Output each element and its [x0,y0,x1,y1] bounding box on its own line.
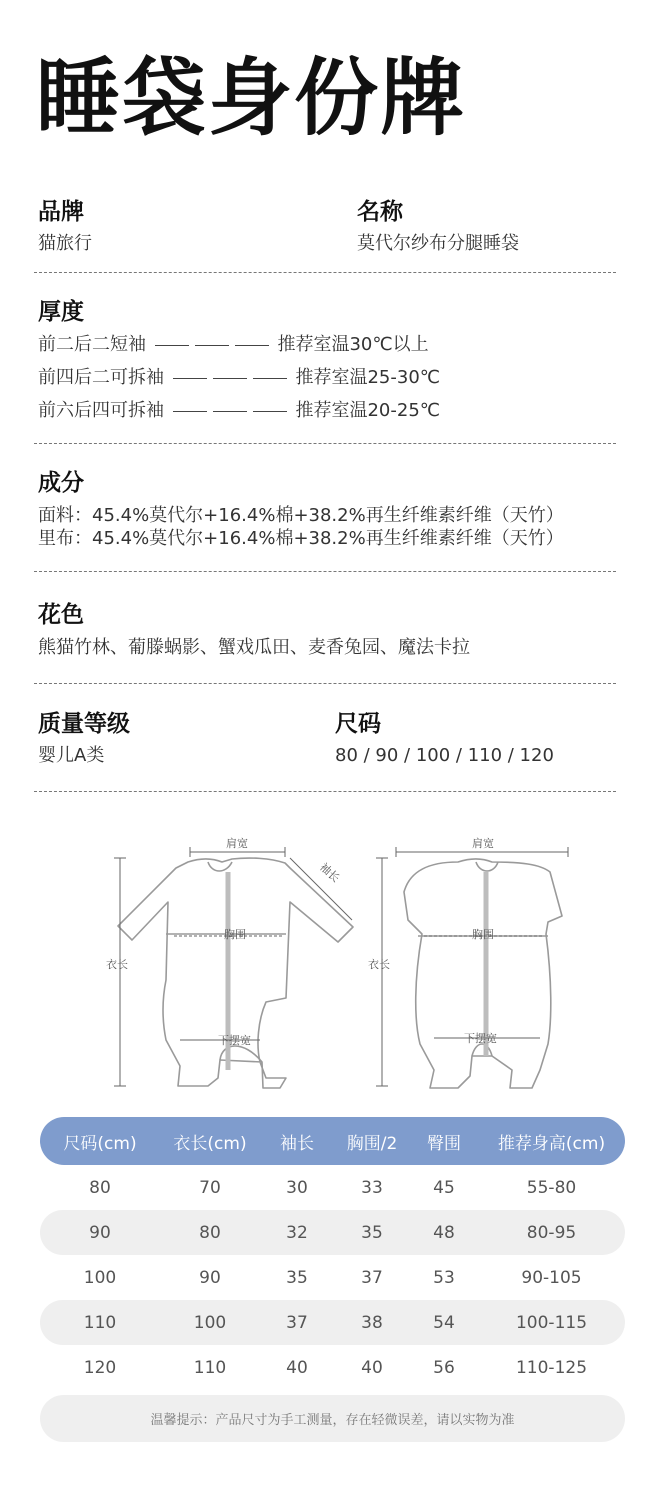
divider [34,272,616,273]
colors-label: 花色 [38,602,84,628]
table-cell: 55-80 [526,1177,577,1198]
table-row [40,1300,625,1345]
table-cell: 54 [433,1312,455,1333]
header-cell: 袖长 [280,1133,314,1154]
table-cell: 35 [361,1222,383,1243]
quality-value: 婴儿A类 [38,745,105,766]
table-cell: 110 [193,1357,227,1378]
table-cell: 33 [361,1177,383,1198]
divider [34,683,616,684]
table-header [40,1117,625,1165]
table-cell: 100 [193,1312,227,1333]
table-cell: 48 [433,1222,455,1243]
brand-value: 猫旅行 [38,233,92,254]
dash-line [213,378,247,379]
thickness-type: 前四后二可拆袖 [38,367,164,388]
thickness-temp: 推荐室温25-30℃ [295,367,440,388]
size-label: 尺码 [335,711,381,737]
table-cell: 80-95 [526,1222,577,1243]
table-cell: 120 [83,1357,117,1378]
table-cell: 100 [83,1267,117,1288]
chest-label: 胸围 [472,928,494,941]
thickness-row [38,369,440,387]
hem-label: 下摆宽 [464,1032,497,1045]
table-row [40,1165,625,1210]
dash-line [235,345,269,346]
chest-label: 胸围 [224,928,246,941]
table-cell: 38 [361,1312,383,1333]
table-cell: 32 [286,1222,308,1243]
table-cell: 90 [89,1222,111,1243]
header-cell: 尺码(cm) [63,1133,137,1154]
name-value: 莫代尔纱布分腿睡袋 [357,233,519,254]
header-cell: 推荐身高(cm) [497,1133,606,1154]
length-label: 衣长 [368,958,390,971]
divider [34,791,616,792]
composition-label: 成分 [38,470,84,496]
warm-tip: 温馨提示：产品尺寸为手工测量，存在轻微误差，请以实物为准 [40,1395,625,1442]
measure-lines [114,847,352,1086]
measure-lines-right [376,847,568,1086]
table-cell: 100-115 [515,1312,588,1333]
shoulder-label: 肩宽 [472,837,494,850]
colors-value: 熊猫竹林、葡滕蜗影、蟹戏瓜田、麦香兔园、魔法卡拉 [38,637,470,658]
brand-label: 品牌 [38,199,84,225]
header-cell: 衣长(cm) [173,1133,247,1154]
table-cell: 53 [433,1267,455,1288]
table-cell: 40 [361,1357,383,1378]
header-cell: 胸围/2 [346,1133,398,1154]
dash-line [195,345,229,346]
table-cell: 37 [361,1267,383,1288]
sleeve-label: 袖长 [317,860,343,885]
table-cell: 56 [433,1357,455,1378]
size-table [40,1117,625,1390]
dash-line [173,411,207,412]
table-cell: 70 [199,1177,221,1198]
table-cell: 110-125 [515,1357,588,1378]
name-label: 名称 [357,199,403,225]
dash-line [253,411,287,412]
table-cell: 45 [433,1177,455,1198]
composition-line: 里布：45.4%莫代尔+16.4%棉+38.2%再生纤维素纤维（天竹） [38,528,564,549]
page-title: 睡袋身份牌 [36,49,467,147]
dash-line [253,378,287,379]
table-cell: 80 [89,1177,111,1198]
quality-label: 质量等级 [38,711,130,737]
sleeveless-garment [404,859,562,1088]
dash-line [173,378,207,379]
size-value: 80 / 90 / 100 / 110 / 120 [335,745,554,766]
long-sleeve-garment [118,858,353,1088]
thickness-row [38,402,440,420]
thickness-temp: 推荐室温30℃以上 [277,334,429,355]
table-cell: 37 [286,1312,308,1333]
table-cell: 110 [83,1312,117,1333]
thickness-label: 厚度 [38,299,84,325]
table-row [40,1345,625,1390]
size-diagram [100,830,580,1100]
composition-line: 面料：45.4%莫代尔+16.4%棉+38.2%再生纤维素纤维（天竹） [38,505,564,526]
table-cell: 40 [286,1357,308,1378]
table-cell: 35 [286,1267,308,1288]
thickness-type: 前六后四可拆袖 [38,400,164,421]
shoulder-label: 肩宽 [226,837,248,850]
thickness-row [38,336,429,354]
table-cell: 30 [286,1177,308,1198]
table-row [40,1255,625,1300]
table-cell: 80 [199,1222,221,1243]
header-cell: 臀围 [427,1133,461,1154]
divider [34,571,616,572]
length-label: 衣长 [106,958,128,971]
thickness-type: 前二后二短袖 [38,334,146,355]
dash-line [155,345,189,346]
table-row [40,1210,625,1255]
table-cell: 90 [199,1267,221,1288]
divider [34,443,616,444]
hem-label: 下摆宽 [218,1034,251,1047]
table-cell: 90-105 [521,1267,582,1288]
thickness-temp: 推荐室温20-25℃ [295,400,440,421]
dash-line [213,411,247,412]
